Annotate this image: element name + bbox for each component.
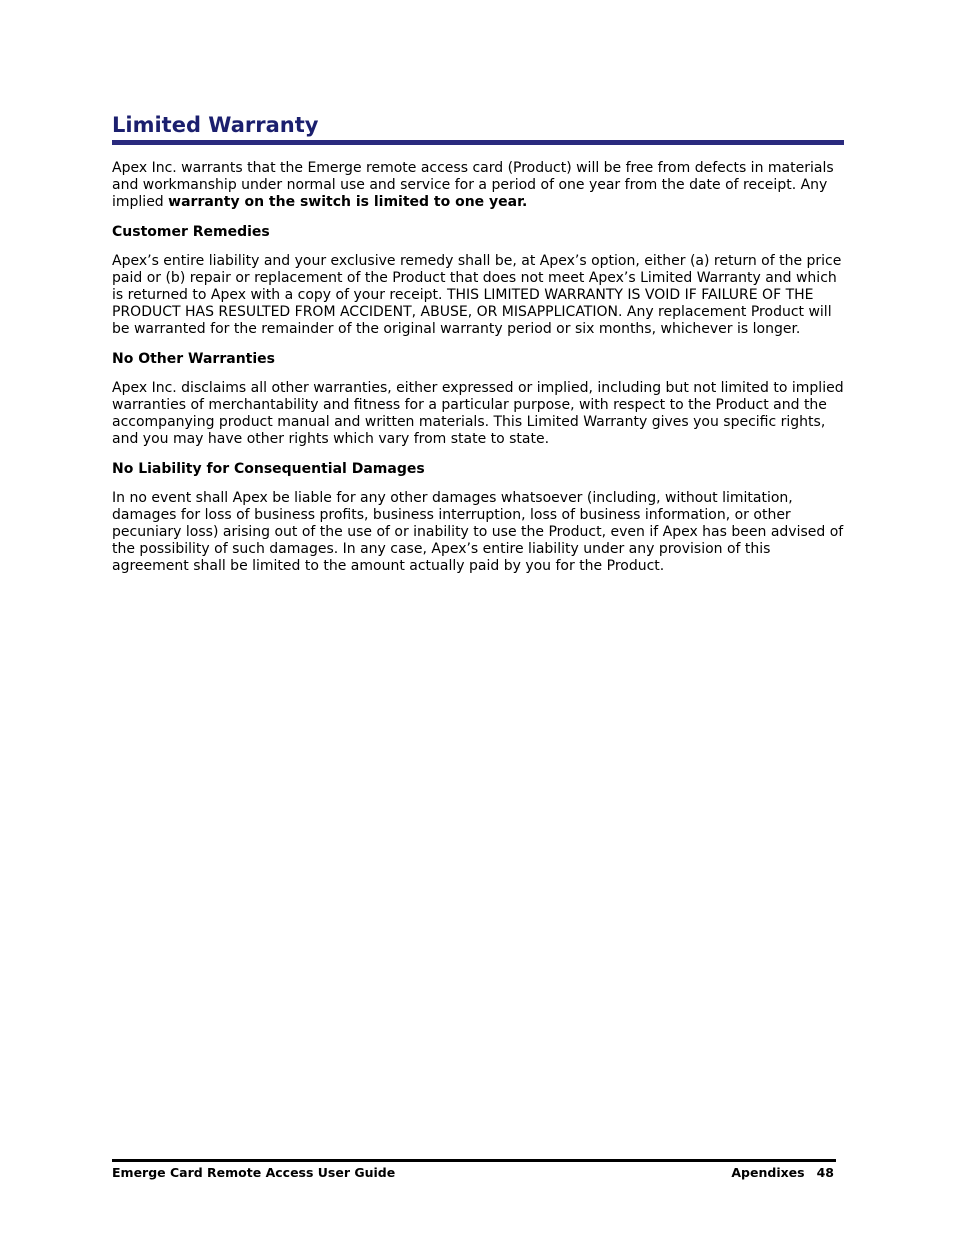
footer-section-name: Apendixes (731, 1165, 805, 1180)
section-body-no-liability: In no event shall Apex be liable for any other damages whatsoever (including, without limitation, damages for loss of business profits, business interruption, loss of business information, or other pecuniary loss) arising out of the use of or inability to use the Product, even if Apex has been advised of the possibility of such damages. In any case, Apex’s entire liability under any provision of this agreement shall be limited to the amount actually paid by you for the Product. (112, 490, 844, 574)
section-body-no-other-warranties: Apex Inc. disclaims all other warranties, either expressed or implied, including but not limited to implied warranties of merchantability and fitness for a particular purpose, with respect to the Product and the accompanying product manual and written materials. This Limited Warranty gives you specific rights, and you may have other rights which vary from state to state. (112, 380, 844, 447)
footer-rule (112, 1159, 836, 1162)
section-heading-customer-remedies: Customer Remedies (112, 224, 270, 240)
page-title: Limited Warranty (112, 113, 319, 137)
intro-text: Apex Inc. warrants that the Emerge remote access card (Product) will be free from defects in materials and workmanship under normal use and service for a period of one year from the date of receipt. Any implied (112, 160, 834, 210)
footer-page-info (731, 1165, 834, 1180)
section-body-customer-remedies: Apex’s entire liability and your exclusive remedy shall be, at Apex’s option, either (a) return of the price paid or (b) repair or replacement of the Product that does not meet Apex’s Limited Warranty and which is returned to Apex with a copy of your receipt. THIS LIMITED WARRANTY IS VOID IF FAILURE OF THE PRODUCT HAS RESULTED FROM ACCIDENT, ABUSE, OR MISAPPLICATION. Any replacement Product will be warranted for the remainder of the original warranty period or six months, whichever is longer. (112, 253, 842, 337)
intro-bold-text: warranty on the switch is limited to one year. (168, 194, 528, 210)
section-heading-no-other-warranties: No Other Warranties (112, 351, 275, 367)
intro-paragraph (112, 160, 844, 211)
section-heading-no-liability: No Liability for Consequential Damages (112, 461, 425, 477)
page-content (112, 160, 844, 588)
footer-document-title: Emerge Card Remote Access User Guide (112, 1165, 396, 1180)
title-underline-rule (112, 140, 844, 145)
footer-page-number: 48 (816, 1165, 834, 1180)
